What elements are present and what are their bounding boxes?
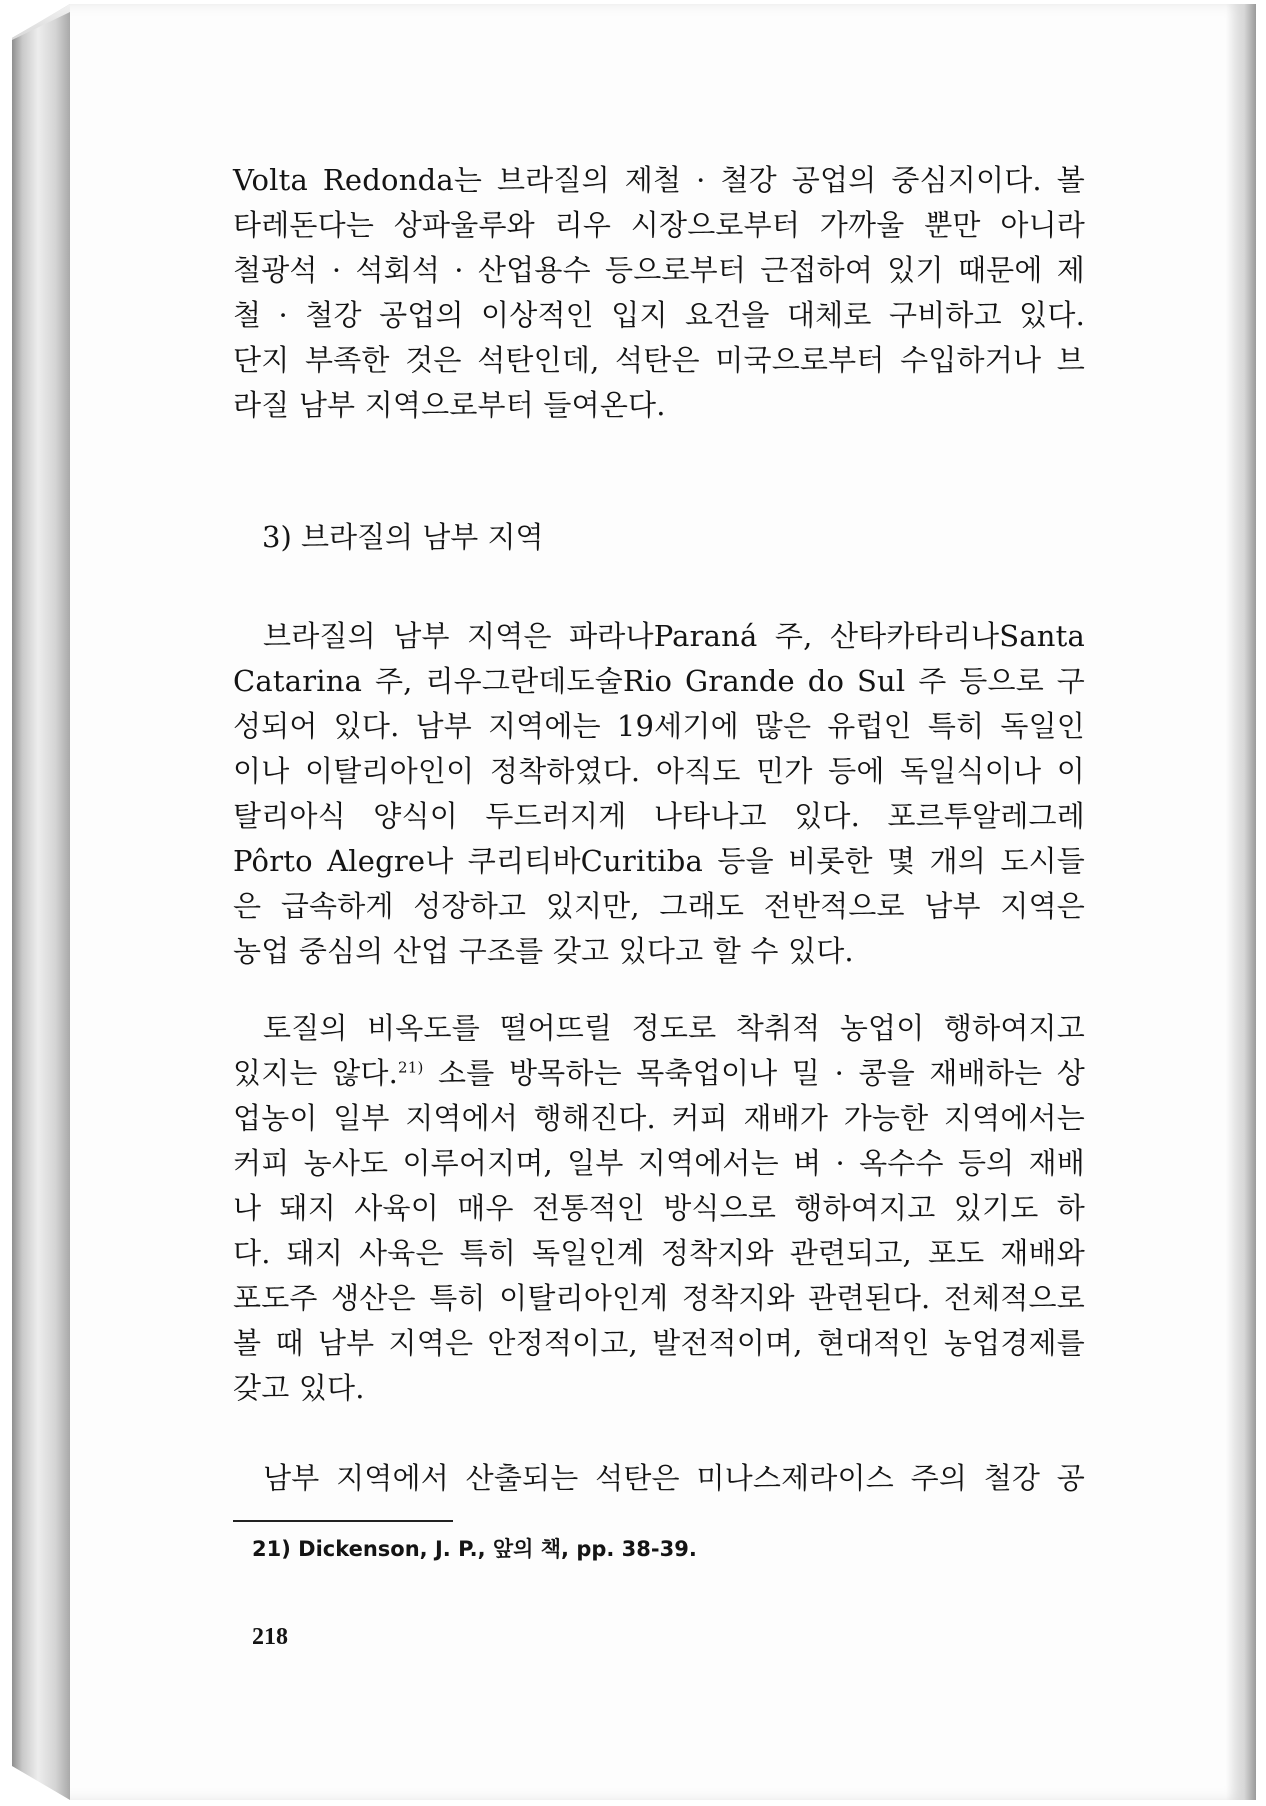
section-heading: 3) 브라질의 남부 지역	[262, 520, 544, 554]
text-line: Catarina 주, 리우그란데도술Rio Grande do Sul 주 등으로 구	[233, 664, 1085, 698]
text-line: 포도주 생산은 특히 이탈리아인계 정착지와 관련된다. 전체적으로	[233, 1281, 1085, 1315]
text-line: 남부 지역에서 산출되는 석탄은 미나스제라이스 주의 철강 공	[263, 1461, 1085, 1495]
text-line: 농업 중심의 산업 구조를 갖고 있다고 할 수 있다.	[233, 934, 854, 968]
footnote: 21) Dickenson, J. P., 앞의 책, pp. 38-39.	[252, 1537, 697, 1561]
text-line: 토질의 비옥도를 떨어뜨릴 정도로 착취적 농업이 행하여지고	[263, 1011, 1085, 1045]
text-line: 나 돼지 사육이 매우 전통적인 방식으로 행하여지고 있기도 하	[233, 1191, 1085, 1225]
text-line: 철 · 철강 공업의 이상적인 입지 요건을 대체로 구비하고 있다.	[233, 298, 1085, 332]
text-segment: 소를 방목하는 목축업이나 밀 · 콩을 재배하는 상	[423, 1056, 1085, 1090]
text-line: 업농이 일부 지역에서 행해진다. 커피 재배가 가능한 지역에서는	[233, 1101, 1085, 1135]
text-line: 커피 농사도 이루어지며, 일부 지역에서는 벼 · 옥수수 등의 재배	[233, 1146, 1085, 1180]
text-line: 갖고 있다.	[233, 1371, 365, 1405]
text-line: Pôrto Alegre나 쿠리티바Curitiba 등을 비롯한 몇 개의 도시들	[233, 844, 1085, 878]
text-line: 브라질의 남부 지역은 파라나Paraná 주, 산타카타리나Santa	[263, 619, 1085, 653]
footnote-reference[interactable]: 21)	[397, 1058, 424, 1077]
text-line: Volta Redonda는 브라질의 제철 · 철강 공업의 중심지이다. 볼	[233, 163, 1085, 197]
text-line: 타레돈다는 상파울루와 리우 시장으로부터 가까울 뿐만 아니라	[233, 208, 1085, 242]
page-edge-shadow	[1226, 4, 1256, 1800]
page-number: 218	[252, 1624, 288, 1650]
text-line-with-footnote	[233, 1055, 1085, 1091]
footnote-divider	[233, 1520, 453, 1522]
text-line: 라질 남부 지역으로부터 들여온다.	[233, 388, 666, 422]
text-line: 탈리아식 양식이 두드러지게 나타나고 있다. 포르투알레그레	[233, 799, 1085, 833]
text-line: 볼 때 남부 지역은 안정적이고, 발전적이며, 현대적인 농업경제를	[233, 1326, 1085, 1360]
text-line: 이나 이탈리아인이 정착하였다. 아직도 민가 등에 독일식이나 이	[233, 754, 1085, 788]
text-line: 단지 부족한 것은 석탄인데, 석탄은 미국으로부터 수입하거나 브	[233, 343, 1085, 377]
text-line: 성되어 있다. 남부 지역에는 19세기에 많은 유럽인 특히 독일인	[233, 709, 1085, 743]
book-spine	[12, 4, 70, 1800]
text-line: 철광석 · 석회석 · 산업용수 등으로부터 근접하여 있기 때문에 제	[233, 253, 1085, 287]
text-line: 다. 돼지 사육은 특히 독일인계 정착지와 관련되고, 포도 재배와	[233, 1236, 1085, 1270]
text-line: 은 급속하게 성장하고 있지만, 그래도 전반적으로 남부 지역은	[233, 889, 1085, 923]
text-segment: 있지는 않다.	[233, 1056, 398, 1090]
